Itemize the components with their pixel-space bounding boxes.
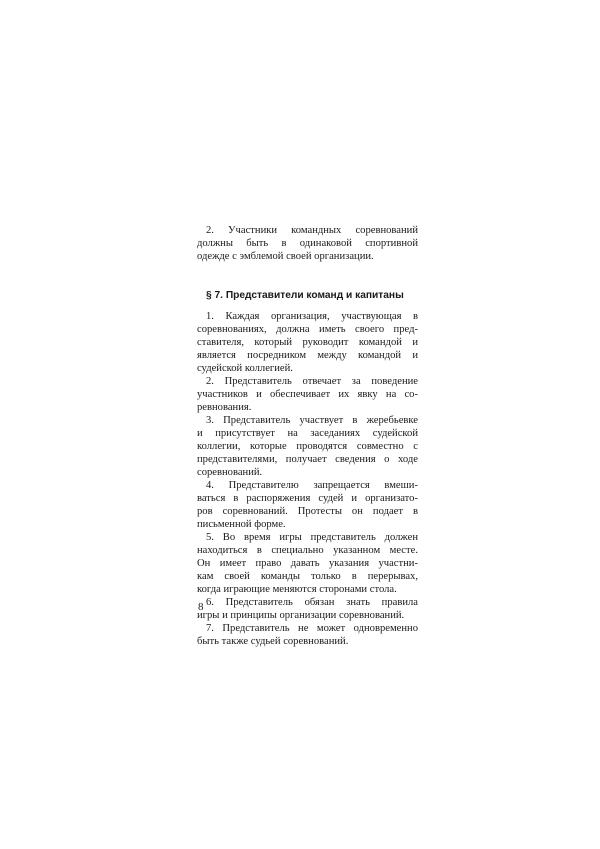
text-line: участников и обеспечивает их явку на со- — [197, 389, 418, 400]
paragraph-7 — [197, 622, 418, 648]
paragraph-3 — [197, 414, 418, 479]
text-line: 4. Представителю запрещается вмеши- — [206, 480, 418, 491]
text-line: судейской коллегией. — [197, 363, 293, 374]
text-line: 2. Представитель отвечает за поведение — [206, 376, 418, 387]
text-line: является посредником между командой и — [197, 350, 418, 361]
text-line: 5. Во время игры представитель должен — [206, 532, 418, 543]
paragraph-6 — [197, 596, 418, 622]
text-line: ставителя, который руководит командой и — [197, 337, 418, 348]
text-line: соревнованиях, должна иметь своего пред- — [197, 324, 418, 335]
text-line: представителями, получает сведения о ходе — [197, 454, 418, 465]
text-line: соревнований. — [197, 467, 263, 478]
text-line: Он имеет право давать указания участни- — [197, 558, 418, 569]
text-line: 7. Представитель не может одновременно — [206, 623, 418, 634]
text-line: ревнования. — [197, 402, 252, 413]
text-line: письменной форме. — [197, 519, 286, 530]
text-line: кам своей команды только в перерывах, — [197, 571, 418, 582]
text-line: ваться в распоряжения судей и организато- — [197, 493, 418, 504]
section-body — [197, 310, 418, 648]
paragraph-1 — [197, 310, 418, 375]
intro-paragraph — [197, 224, 418, 263]
text-line: находиться в специально указанном месте. — [197, 545, 418, 556]
text-line: 6. Представитель обязан знать правила — [206, 597, 418, 608]
text-line: одежде с эмблемой своей организации. — [197, 251, 374, 262]
text-line: и присутствует на заседаниях судейской — [197, 428, 418, 439]
text-line: 3. Представитель участвует в жеребьевке — [206, 415, 418, 426]
paragraph-4 — [197, 479, 418, 531]
text-line: должны быть в одинаковой спортивной — [197, 238, 418, 249]
text-line: 1. Каждая организация, участвующая в — [206, 311, 418, 322]
text-line: быть также судьей соревнований. — [197, 636, 349, 647]
text-line: когда играющие меняются сторонами стола. — [197, 584, 397, 595]
text-line: игры и принципы организации соревнований. — [197, 610, 405, 621]
paragraph-2 — [197, 375, 418, 414]
paragraph-5 — [197, 531, 418, 596]
page-number: 8 — [198, 601, 204, 613]
text-line: ров соревнований. Протесты он подает в — [197, 506, 418, 517]
text-line: коллегии, которые проводятся совместно с — [197, 441, 418, 452]
text-line: 2. Участники командных соревнований — [206, 225, 418, 236]
section-heading: § 7. Представители команд и капитаны — [206, 290, 404, 301]
